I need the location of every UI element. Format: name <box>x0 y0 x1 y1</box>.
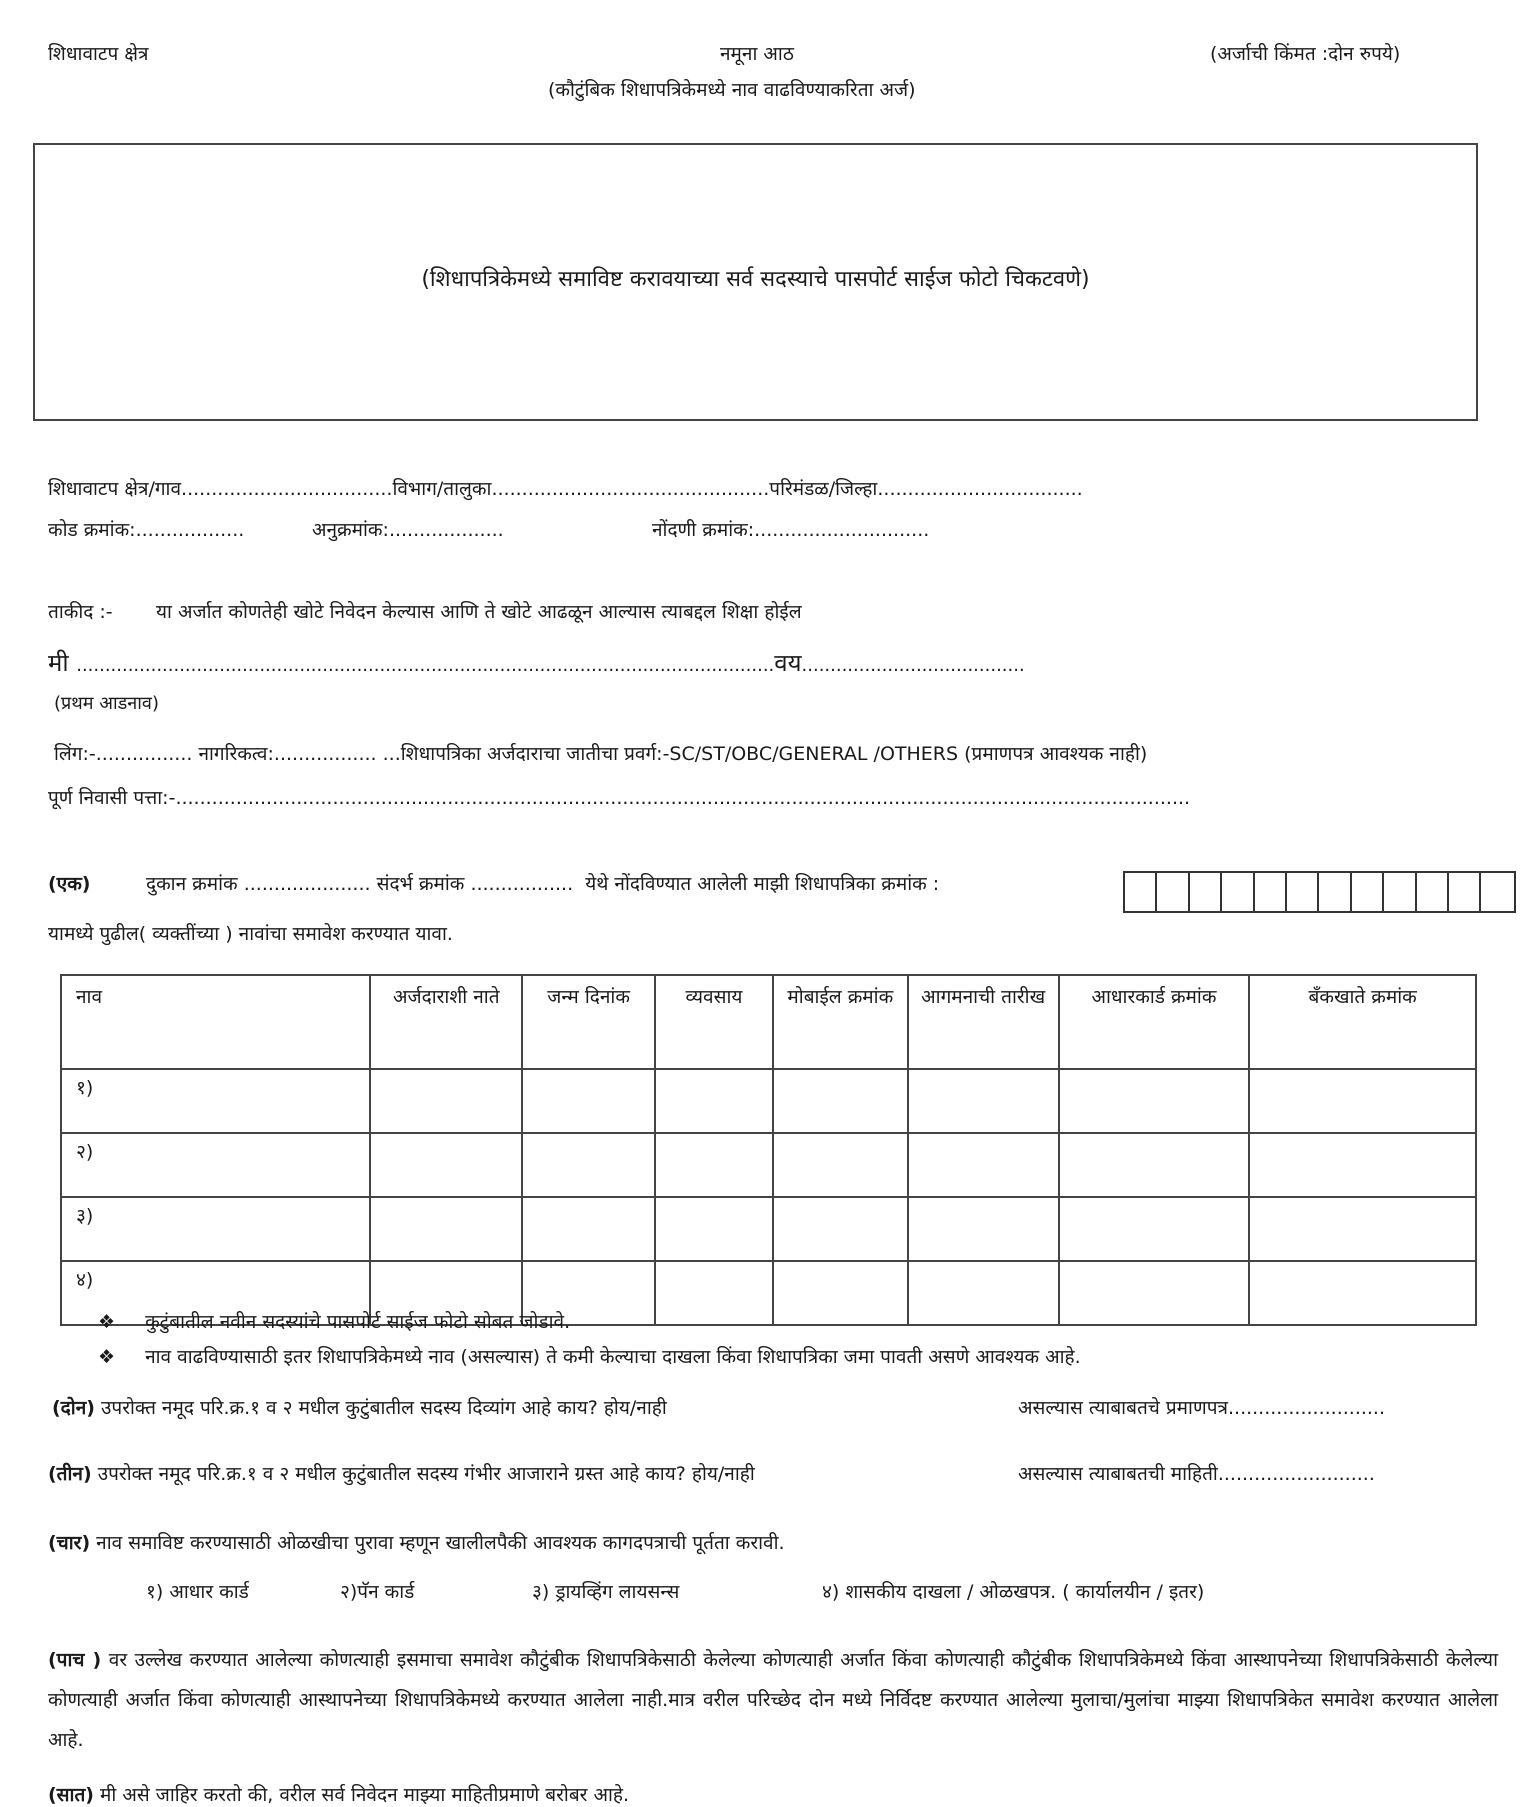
code-number-label: कोड क्रमांक: <box>48 519 136 541</box>
address-field[interactable]: ........................................................................................................................................................................ <box>175 787 1191 809</box>
member-cell[interactable] <box>773 1133 908 1197</box>
ration-card-digit-box[interactable] <box>1157 873 1189 911</box>
section-three-line <box>48 1462 755 1486</box>
section-four-text: नाव समाविष्ट करण्यासाठी ओळखीचा पुरावा म्हणून खालीलपैकी आवश्यक कागदपत्राची पूर्तता करावी. <box>96 1532 785 1554</box>
me-label: मी <box>48 649 69 677</box>
caste-category-label: ...शिधापत्रिका अर्जदाराचा जातीचा प्रवर्ग:-SC/ST/OBC/GENERAL /OTHERS <box>382 743 959 765</box>
section-two-question: उपरोक्त नमूद परि.क्र.१ व २ मधील कुटुंबातील सदस्य दिव्यांग आहे काय? होय/नाही <box>100 1397 667 1419</box>
ration-card-digit-box[interactable] <box>1255 873 1287 911</box>
registration-number-group <box>652 518 929 542</box>
section-three-marker: (तीन) <box>48 1463 92 1485</box>
name-hint: (प्रथम आडनाव) <box>54 693 159 714</box>
address-line <box>48 786 1190 810</box>
member-cell[interactable] <box>655 1133 773 1197</box>
citizenship-label: नागरिकत्व: <box>198 743 274 765</box>
column-header-mobile: मोबाईल क्रमांक <box>773 975 908 1069</box>
note-text: नाव वाढविण्यासाठी इतर शिधापत्रिकेमध्ये नाव (असल्यास) ते कमी केल्याचा दाखला किंवा शिधापत्रिका जमा पावती असणे आवश्यक आहे. <box>145 1346 1081 1368</box>
division-taluka-field[interactable]: .............................................. <box>491 478 770 500</box>
form-subtitle: (कौटुंबिक शिधापत्रिकेमध्ये नाव वाढविण्याकरिता अर्ज) <box>548 79 916 101</box>
table-row <box>61 1133 1476 1197</box>
column-header-birth-date: जन्म दिनांक <box>522 975 655 1069</box>
age-label: वय <box>774 649 802 677</box>
note-item <box>98 1310 570 1334</box>
age-field[interactable]: ....................................... <box>801 655 1025 676</box>
caste-note: (प्रमाणपत्र आवश्यक नाही) <box>964 743 1148 765</box>
member-cell[interactable] <box>522 1197 655 1261</box>
circle-district-label: परिमंडळ/जिल्हा <box>769 478 878 500</box>
member-cell[interactable] <box>522 1069 655 1133</box>
document-option-pan: २)पॅन कार्ड <box>340 1581 415 1603</box>
diamond-bullet-icon: ❖ <box>98 1311 116 1333</box>
members-table <box>60 974 1477 1326</box>
member-cell[interactable] <box>1249 1069 1476 1133</box>
member-cell[interactable] <box>908 1261 1059 1325</box>
form-title: नमूना आठ <box>720 43 794 65</box>
ration-card-digit-box[interactable] <box>1449 873 1481 911</box>
member-cell[interactable] <box>1249 1261 1476 1325</box>
section-five-text: वर उल्लेख करण्यात आलेल्या कोणत्याही इसमाचा समावेश कौटुंबीक शिधापत्रिकेसाठी केलेल्या कोणत्याही अर्जात किंवा कोणत्याही कौटुंबीक शिधापत्रिकेमध्ये किंवा आस्थापनेच्या शिधापत्रिकेसाठी केलेल्या कोणत्याही अर्जात किंवा कोणत्याही आस्थापनेच्या शिधापत्रिकेमध्ये करण्यात आलेला नाही.मात्र वरील परिच्छेद दोन मध्ये निर्विदष्ट करण्यात आलेल्या मुलाचा/मुलांचा माझ्या शिधापत्रिकेत समावेश करण्यात आलेला आहे. <box>48 1649 1498 1751</box>
member-cell[interactable] <box>773 1197 908 1261</box>
applicant-details-line <box>54 742 1147 766</box>
ration-card-digit-box[interactable] <box>1417 873 1449 911</box>
note-text: कुटुंबातील नवीन सदस्यांचे पासपोर्ट साईज फोटो सोबत जोडावे. <box>145 1311 571 1333</box>
column-header-bank-account: बँकखाते क्रमांक <box>1249 975 1476 1069</box>
member-cell[interactable] <box>1059 1133 1250 1197</box>
ration-card-digit-box[interactable] <box>1319 873 1351 911</box>
ration-card-digit-box[interactable] <box>1190 873 1222 911</box>
section-one-line <box>146 872 939 896</box>
column-header-name: नाव <box>61 975 370 1069</box>
member-name-cell[interactable]: ३) <box>61 1197 370 1261</box>
ration-card-digit-box[interactable] <box>1287 873 1319 911</box>
member-cell[interactable] <box>370 1197 522 1261</box>
member-cell[interactable] <box>1059 1069 1250 1133</box>
shop-number-label: दुकान क्रमांक <box>146 873 238 895</box>
member-cell[interactable] <box>522 1133 655 1197</box>
member-cell[interactable] <box>370 1133 522 1197</box>
office-fields-line1 <box>48 477 1083 501</box>
code-number-field[interactable]: .................. <box>135 519 245 541</box>
applicant-name-field[interactable]: .......................................................................................................................... <box>76 655 775 676</box>
section-four-line <box>48 1531 785 1555</box>
registration-number-field[interactable]: ............................. <box>754 519 930 541</box>
member-cell[interactable] <box>1059 1197 1250 1261</box>
include-names-text: यामध्ये पुढील( व्यक्तींच्या ) नावांचा समावेश करण्यात यावा. <box>48 923 453 945</box>
column-header-occupation: व्यवसाय <box>655 975 773 1069</box>
gender-field[interactable]: ................ <box>95 743 193 765</box>
address-label: पूर्ण निवासी पत्ता:- <box>48 787 176 809</box>
document-option-aadhaar: १) आधार कार्ड <box>146 1581 249 1603</box>
ration-card-digit-box[interactable] <box>1222 873 1254 911</box>
circle-district-field[interactable]: .................................. <box>877 478 1083 500</box>
section-two-marker: (दोन) <box>52 1397 95 1419</box>
citizenship-field[interactable]: ................. <box>273 743 377 765</box>
ration-card-number-boxes[interactable] <box>1123 871 1516 913</box>
section-seven-text: मी असे जाहिर करतो की, वरील सर्व निवेदन माझ्या माहितीप्रमाणे बरोबर आहे. <box>100 1784 630 1806</box>
form-price: (अर्जाची किंमत :दोन रुपये) <box>1210 43 1401 65</box>
photo-paste-area <box>33 143 1478 421</box>
section-two-line <box>52 1396 667 1420</box>
serial-number-field[interactable]: ................... <box>388 519 504 541</box>
registration-number-label: नोंदणी क्रमांक: <box>652 519 755 541</box>
member-cell[interactable] <box>370 1069 522 1133</box>
section-three-followup[interactable]: असल्यास त्याबाबतची माहिती.......................... <box>1018 1463 1375 1485</box>
section-five-paragraph <box>48 1640 1498 1760</box>
table-header-row <box>61 975 1476 1069</box>
serial-number-label: अनुक्रमांक: <box>312 519 389 541</box>
column-header-relation: अर्जदाराशी नाते <box>370 975 522 1069</box>
section-seven-marker: (सात) <box>48 1784 94 1806</box>
section-one-marker: (एक) <box>48 873 91 895</box>
note-item <box>98 1345 1081 1369</box>
area-village-label: शिधावाटप क्षेत्र/गाव <box>48 478 182 500</box>
member-name-cell[interactable]: २) <box>61 1133 370 1197</box>
member-cell[interactable] <box>655 1261 773 1325</box>
gender-label: लिंग:- <box>54 743 96 765</box>
document-option-govt-certificate: ४) शासकीय दाखला / ओळखपत्र. ( कार्यालयीन / इतर) <box>822 1581 1205 1603</box>
warning-label: ताकीद :- <box>48 601 113 623</box>
member-cell[interactable] <box>655 1069 773 1133</box>
section-four-marker: (चार) <box>48 1532 91 1554</box>
member-cell[interactable] <box>655 1197 773 1261</box>
photo-instruction: (शिधापत्रिकेमध्ये समाविष्ट करावयाच्या सर्व सदस्याचे पासपोर्ट साईज फोटो चिकटवणे) <box>421 267 1090 292</box>
member-cell[interactable] <box>1249 1197 1476 1261</box>
reference-number-label: संदर्भ क्रमांक <box>376 873 465 895</box>
member-cell[interactable] <box>908 1133 1059 1197</box>
member-cell[interactable] <box>773 1069 908 1133</box>
header-area-label: शिधावाटप क्षेत्र <box>48 43 149 65</box>
shop-number-field[interactable]: ..................... <box>243 873 371 895</box>
table-row <box>61 1197 1476 1261</box>
ration-card-digit-box[interactable] <box>1352 873 1384 911</box>
ration-card-number-label: येथे नोंदविण्यात आलेली माझी शिधापत्रिका क्रमांक : <box>585 873 940 895</box>
section-two-followup[interactable]: असल्यास त्याबाबतचे प्रमाणपत्र.......................... <box>1018 1397 1386 1419</box>
member-cell[interactable] <box>908 1069 1059 1133</box>
document-option-driving-license: ३) ड्रायव्हिंग लायसन्स <box>532 1581 680 1603</box>
member-cell[interactable] <box>773 1261 908 1325</box>
ration-card-digit-box[interactable] <box>1125 873 1157 911</box>
section-five-marker: (पाच ) <box>48 1649 102 1671</box>
column-header-arrival-date: आगमनाची तारीख <box>908 975 1059 1069</box>
ration-card-digit-box[interactable] <box>1481 873 1513 911</box>
member-cell[interactable] <box>1059 1261 1250 1325</box>
applicant-name-line <box>48 651 1025 678</box>
section-three-question: उपरोक्त नमूद परि.क्र.१ व २ मधील कुटुंबातील सदस्य गंभीर आजाराने ग्रस्त आहे काय? होय/नाही <box>97 1463 755 1485</box>
serial-number-group <box>312 518 504 542</box>
area-village-field[interactable]: ................................... <box>181 478 393 500</box>
reference-number-field[interactable]: ................. <box>470 873 574 895</box>
warning-text: या अर्जात कोणतेही खोटे निवेदन केल्यास आणि ते खोटे आढळून आल्यास त्याबद्दल शिक्षा होईल <box>156 601 802 623</box>
section-seven-line <box>48 1783 629 1807</box>
member-name-cell[interactable]: १) <box>61 1069 370 1133</box>
column-header-aadhaar: आधारकार्ड क्रमांक <box>1059 975 1250 1069</box>
member-cell[interactable] <box>908 1197 1059 1261</box>
division-taluka-label: विभाग/तालुका <box>392 478 492 500</box>
diamond-bullet-icon: ❖ <box>98 1346 116 1368</box>
table-row <box>61 1069 1476 1133</box>
code-number-group <box>48 518 244 542</box>
ration-card-digit-box[interactable] <box>1384 873 1416 911</box>
member-cell[interactable] <box>1249 1133 1476 1197</box>
member-name-cell[interactable]: ४) <box>61 1261 370 1325</box>
